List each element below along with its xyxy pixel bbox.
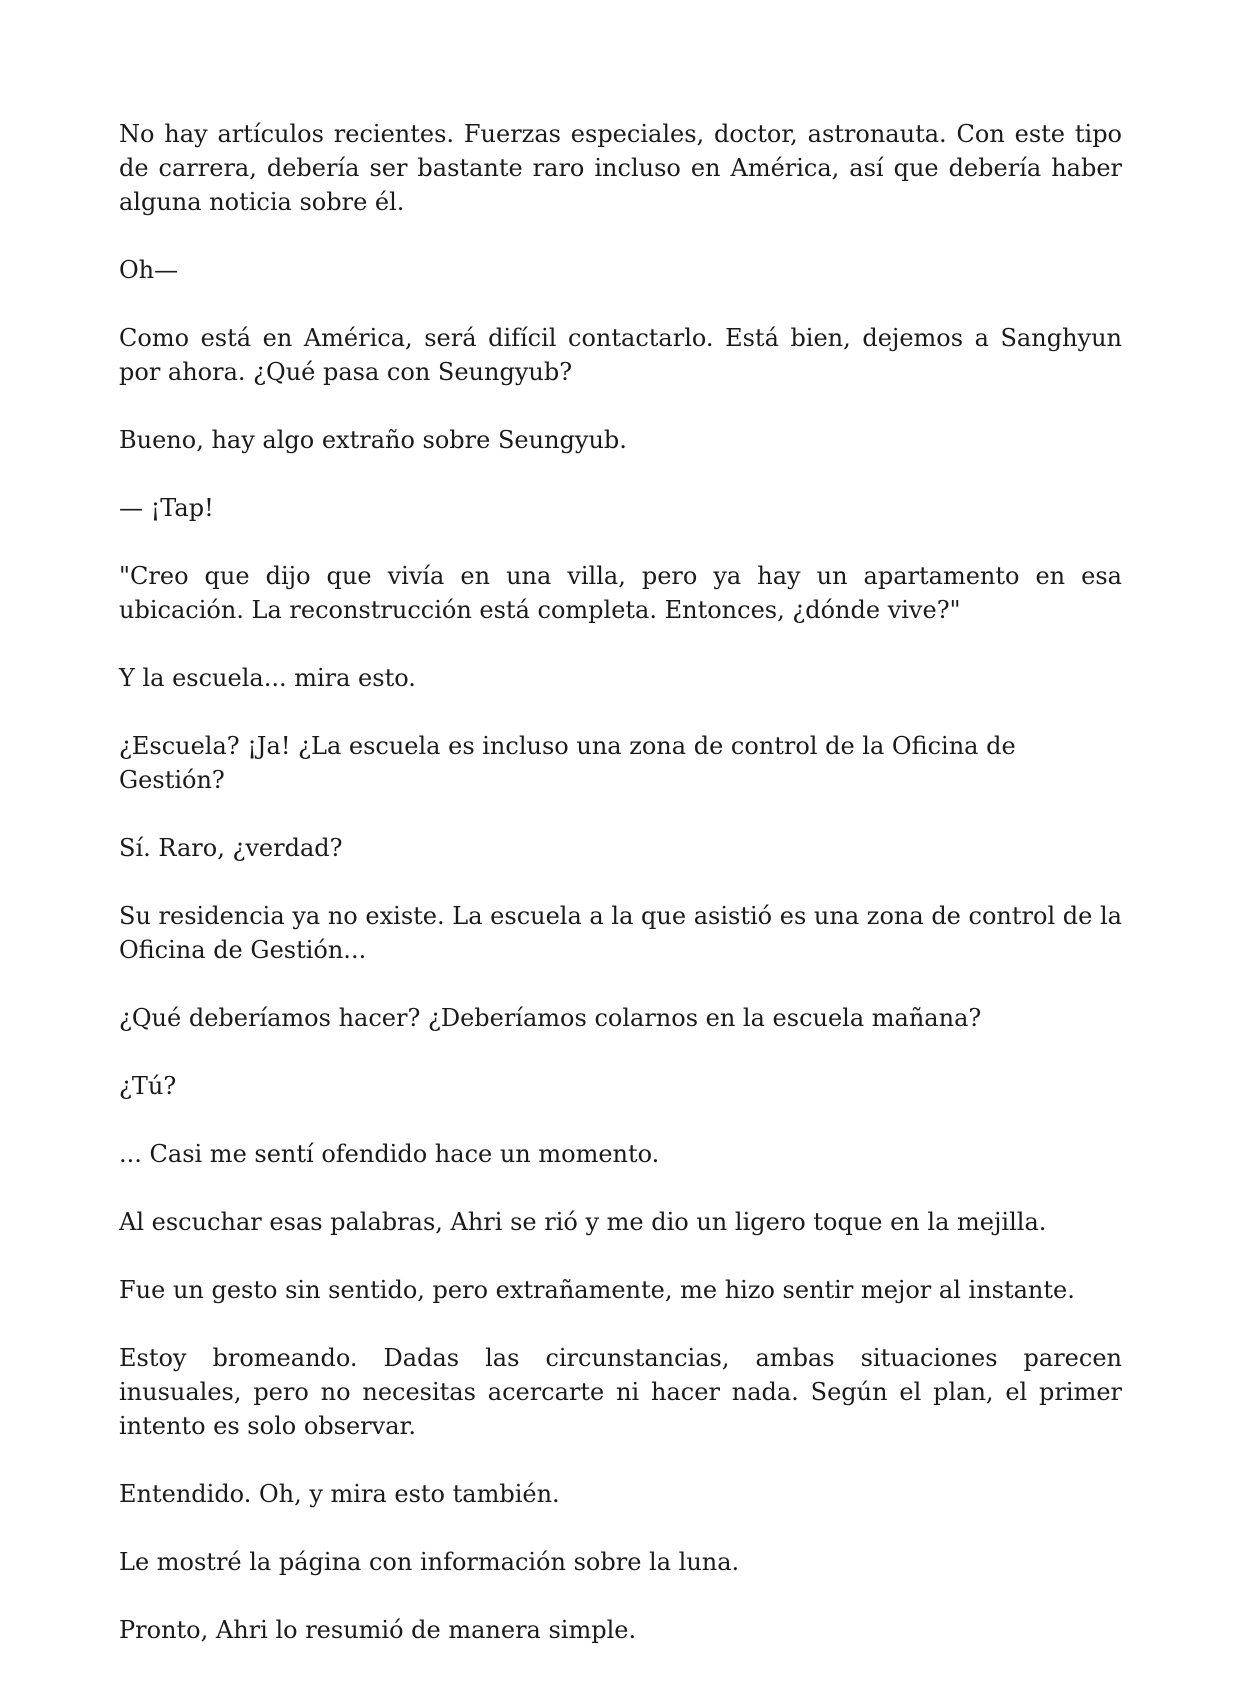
- paragraph: Y la escuela... mira esto.: [119, 664, 416, 692]
- paragraph: — ¡Tap!: [119, 494, 214, 522]
- paragraph: No hay artículos recientes. Fuerzas especiales, doctor, astronauta. Con este tipo de carrera, debería ser bastante raro incluso en América, así que debería haber alguna noticia sobre él.: [119, 120, 1122, 216]
- paragraph: Pronto, Ahri lo resumió de manera simple.: [119, 1616, 637, 1644]
- paragraph: ... Casi me sentí ofendido hace un momento.: [119, 1140, 660, 1168]
- paragraph: Le mostré la página con información sobre la luna.: [119, 1548, 740, 1576]
- paragraph: Al escuchar esas palabras, Ahri se rió y me dio un ligero toque en la mejilla.: [119, 1208, 1047, 1236]
- paragraph: Sí. Raro, ¿verdad?: [119, 834, 343, 862]
- paragraph: Como está en América, será difícil contactarlo. Está bien, dejemos a Sanghyun por ahora. ¿Qué pasa con Seungyub?: [119, 324, 1122, 386]
- paragraph: Bueno, hay algo extraño sobre Seungyub.: [119, 426, 627, 454]
- paragraph: "Creo que dijo que vivía en una villa, pero ya hay un apartamento en esa ubicación. La reconstrucción está completa. Entonces, ¿dónde vive?": [119, 562, 1122, 624]
- paragraph: Su residencia ya no existe. La escuela a la que asistió es una zona de control de la Oficina de Gestión...: [119, 902, 1122, 964]
- paragraph: ¿Qué deberíamos hacer? ¿Deberíamos colarnos en la escuela mañana?: [119, 1004, 982, 1032]
- paragraph: Oh—: [119, 256, 179, 284]
- paragraph: Fue un gesto sin sentido, pero extrañamente, me hizo sentir mejor al instante.: [119, 1276, 1075, 1304]
- paragraph: Entendido. Oh, y mira esto también.: [119, 1480, 560, 1508]
- paragraph: ¿Tú?: [119, 1072, 177, 1100]
- body-text: [119, 117, 1122, 1681]
- paragraph: ¿Escuela? ¡Ja! ¿La escuela es incluso una zona de control de la Oficina de Gestión?: [119, 732, 1016, 794]
- paragraph: Estoy bromeando. Dadas las circunstancias, ambas situaciones parecen inusuales, pero no necesitas acercarte ni hacer nada. Según el plan, el primer intento es solo observar.: [119, 1344, 1122, 1440]
